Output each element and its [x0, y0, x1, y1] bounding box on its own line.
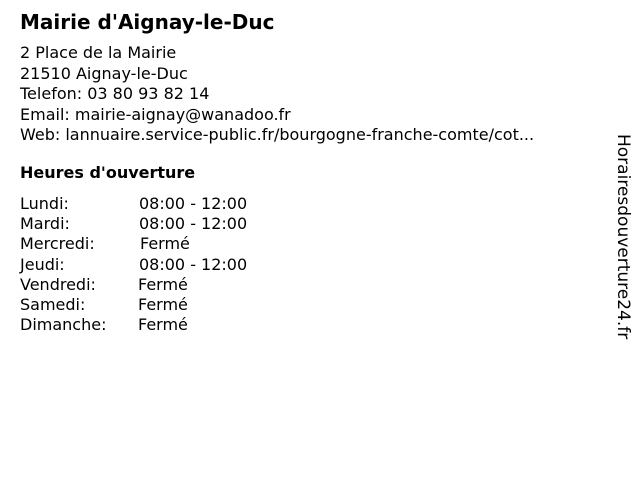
time-value: Fermé — [140, 234, 190, 254]
website-url: Web: lannuaire.service-public.fr/bourgogne-franche-comte/cot... — [20, 125, 535, 144]
day-label: Lundi: — [20, 194, 69, 213]
day-label: Mardi: — [20, 214, 70, 234]
day-label: Samedi: — [20, 294, 86, 314]
day-label: Dimanche: — [20, 315, 107, 335]
time-value: 08:00 - 12:00 — [139, 194, 248, 213]
site-watermark: Horairesdouverture24.fr — [613, 134, 633, 340]
time-value: 08:00 - 12:00 — [139, 254, 248, 274]
time-value: 08:00 - 12:00 — [139, 214, 248, 234]
time-value: Fermé — [138, 274, 188, 294]
phone-number: Telefon: 03 80 93 82 14 — [20, 84, 210, 103]
address-block — [20, 43, 534, 146]
opening-hours-heading: Heures d'ouverture — [20, 163, 196, 182]
street-address: 2 Place de la Mairie — [20, 43, 177, 62]
postal-city: 21510 Aignay-le-Duc — [20, 63, 188, 83]
day-label: Vendredi: — [20, 274, 96, 294]
email-address: Email: mairie-aignay@wanadoo.fr — [20, 104, 291, 124]
day-label: Mercredi: — [20, 234, 95, 254]
day-label: Jeudi: — [20, 254, 65, 274]
page-title: Mairie d'Aignay-le-Duc — [20, 10, 275, 34]
time-value: Fermé — [138, 294, 188, 314]
time-value: Fermé — [138, 315, 188, 335]
